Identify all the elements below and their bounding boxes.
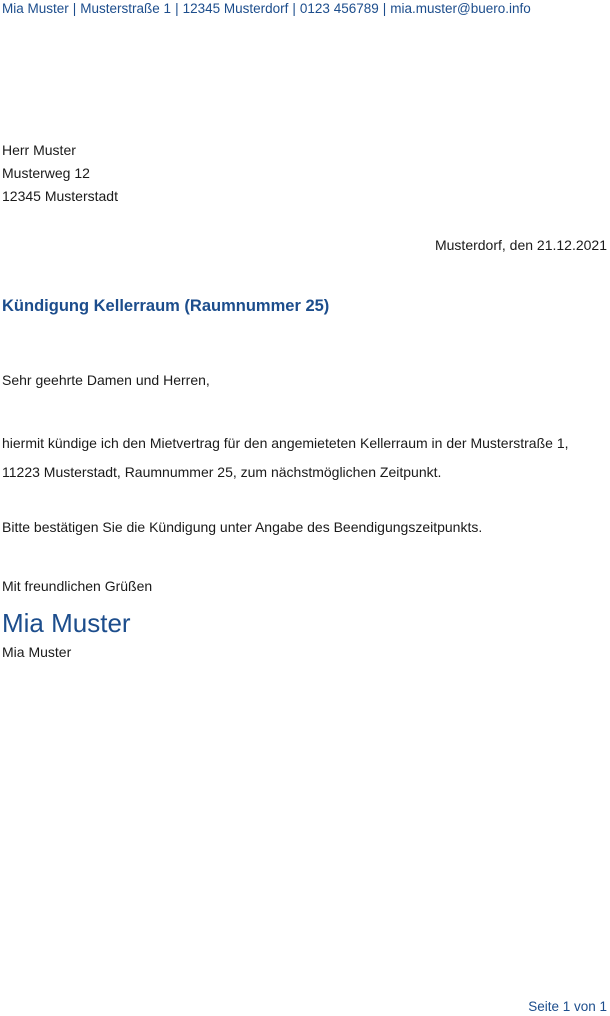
body-paragraph: Bitte bestätigen Sie die Kündigung unter Angabe des Beendigungszeitpunkts. [2,519,483,535]
recipient-name: Herr Muster [2,142,76,158]
recipient-street: Musterweg 12 [2,165,90,181]
sender-email: mia.muster@buero.info [390,1,531,16]
separator: | [292,1,296,16]
sender-street: Musterstraße 1 [80,1,172,16]
signature: Mia Muster [2,608,131,638]
separator: | [382,1,387,16]
recipient-address [2,139,118,208]
letterhead-sender-line [2,0,531,17]
salutation: Sehr geehrte Damen und Herren, [2,372,210,388]
body-paragraph: hiermit kündige ich den Mietvertrag für den angemieteten Kellerraum in der Musterstraße 1, 11223 Musterstadt, Raumnummer 25, zum nächstmöglichen Zeitpunkt. [2,435,569,480]
separator: | [175,1,179,16]
signer-name: Mia Muster [2,644,72,660]
closing-phrase: Mit freundlichen Grüßen [2,578,153,594]
page-number: Seite 1 von 1 [528,999,607,1014]
subject-line: Kündigung Kellerraum (Raumnummer 25) [2,297,330,315]
sender-name: Mia Muster [2,1,69,16]
recipient-city: 12345 Musterstadt [2,188,118,204]
date-line: Musterdorf, den 21.12.2021 [434,237,607,253]
separator: | [72,1,77,16]
sender-phone: 0123 456789 [299,1,379,16]
sender-city: 12345 Musterdorf [182,1,289,16]
